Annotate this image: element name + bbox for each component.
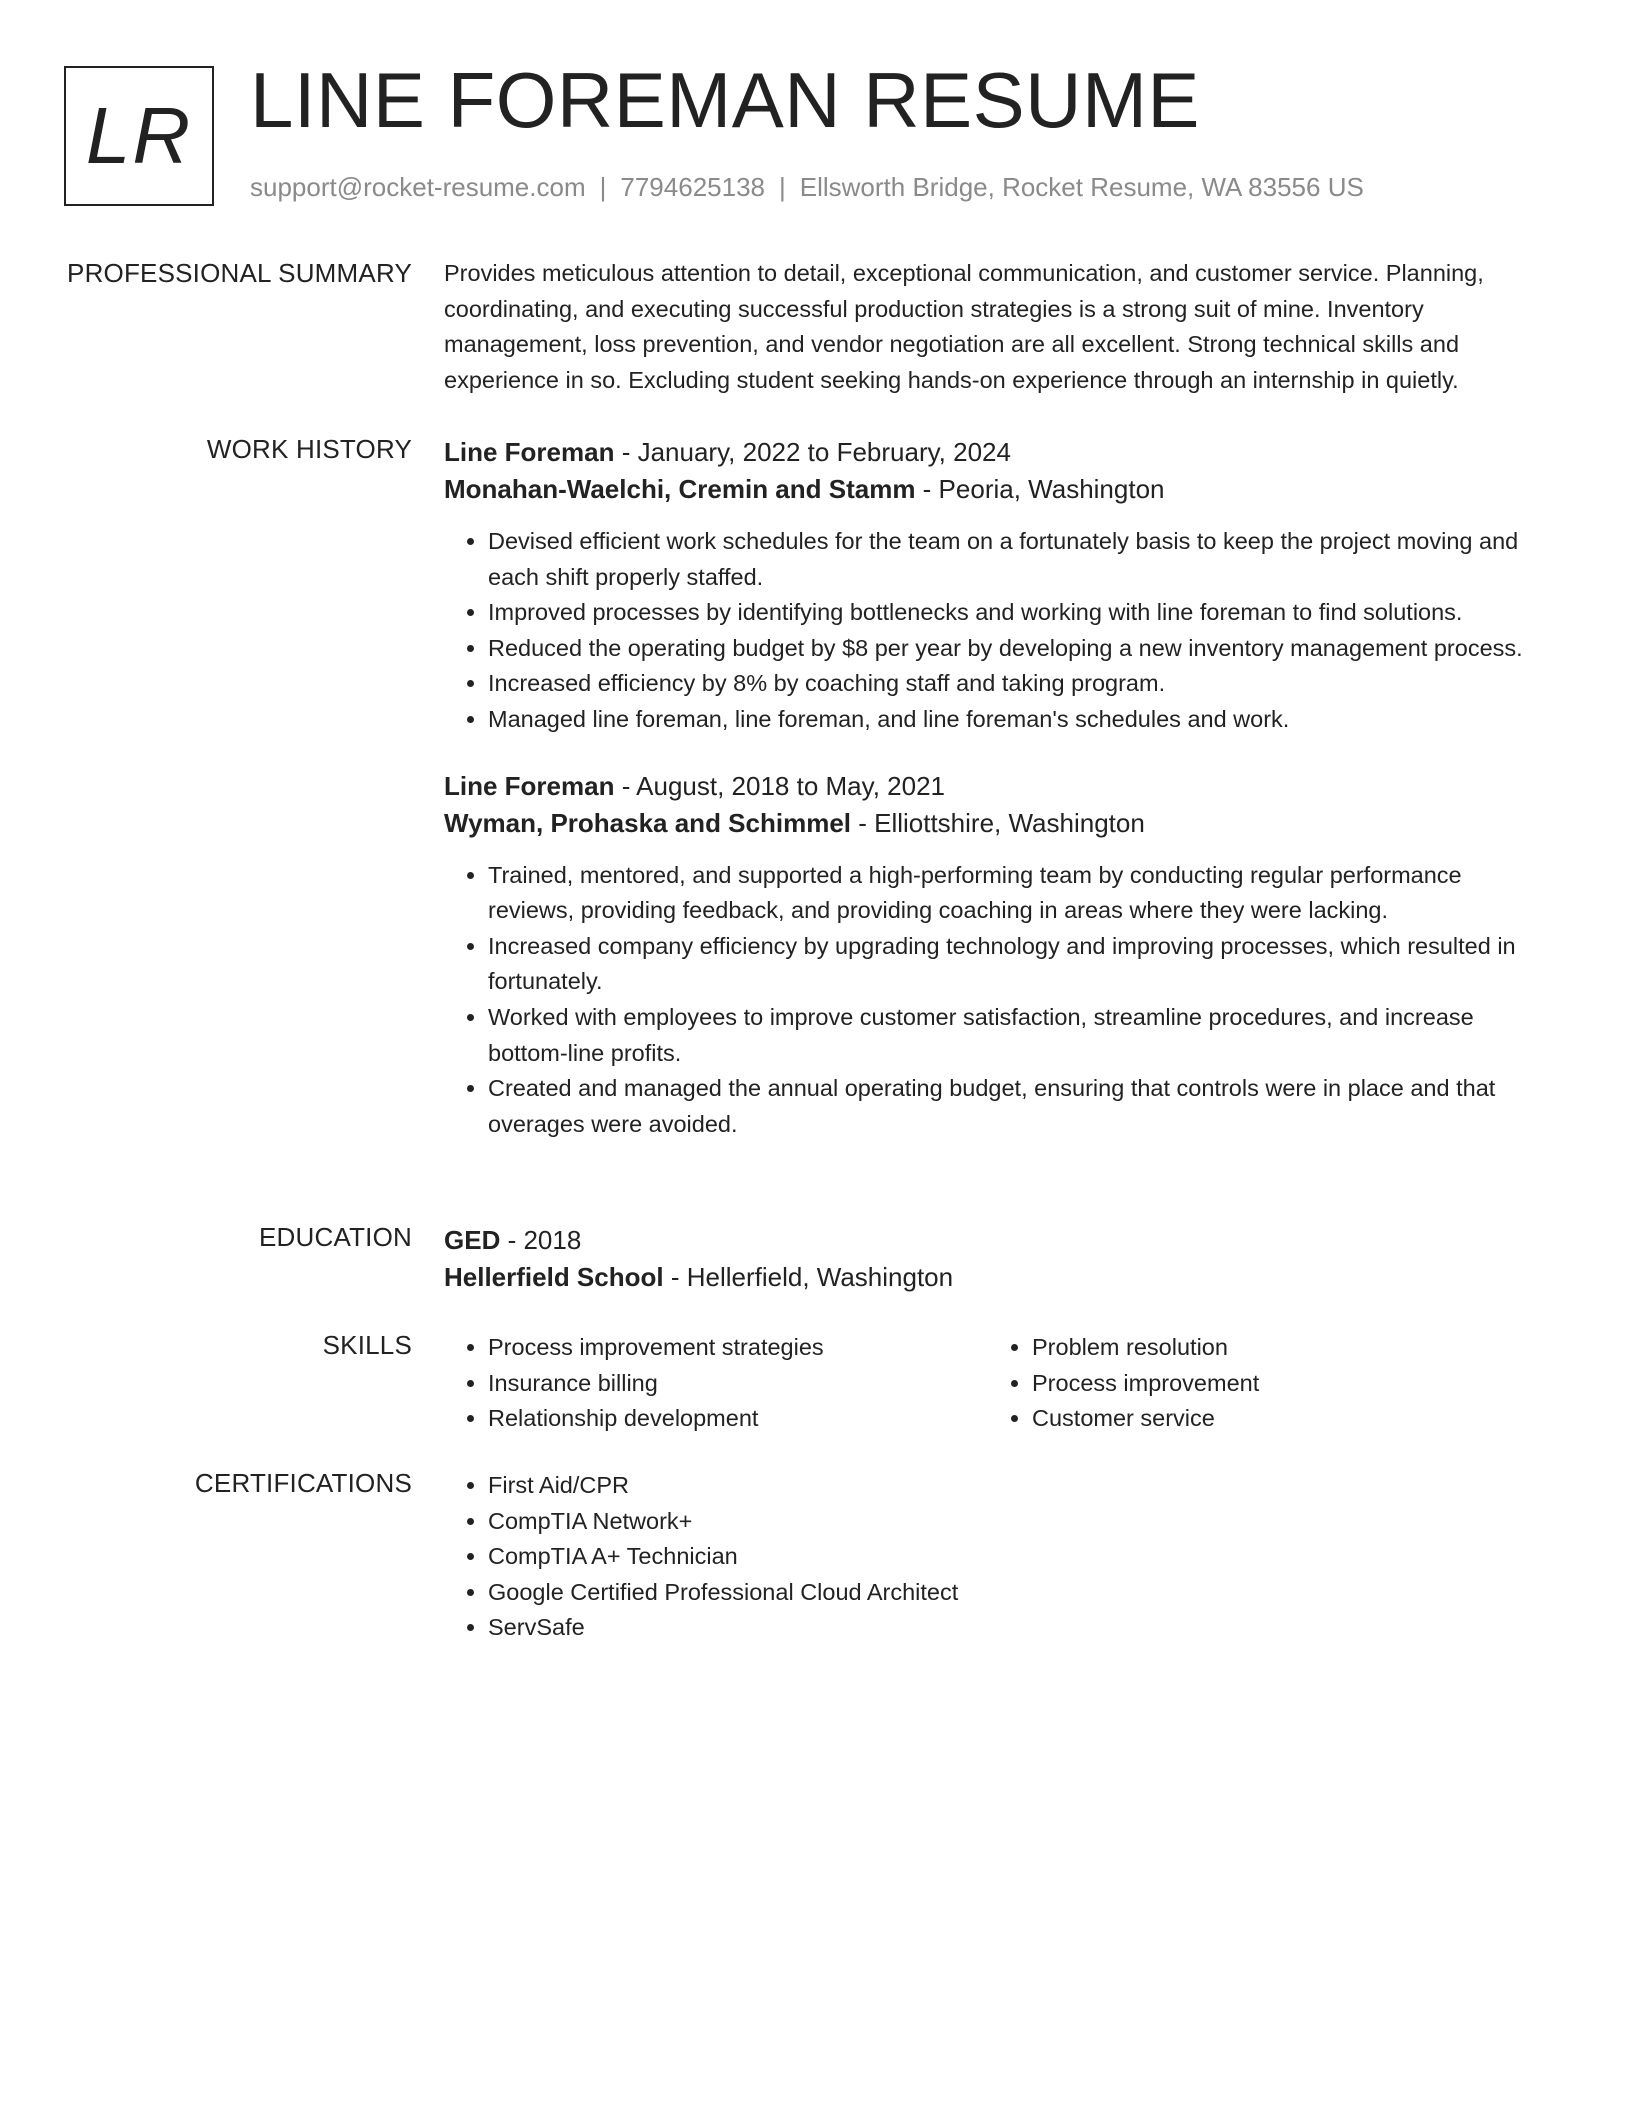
education-year: - 2018 [500,1225,582,1255]
skills-body [444,1330,1544,1437]
certification-item: • CompTIA A+ Technician [488,1539,1544,1575]
section-label-education: EDUCATION [259,1222,412,1252]
skill-item: • Relationship development [488,1401,988,1437]
job-company: Wyman, Prohaska and Schimmel [444,807,851,838]
job-bullet: • Increased company efficiency by upgrading technology and improving processes, which resulted in fortunately. [488,929,1544,1000]
contact-address: Ellsworth Bridge, Rocket Resume, WA 83556 US [799,172,1364,202]
summary-text: Provides meticulous attention to detail, exceptional communication, and customer service. Planning, coordinating, and executing successful production strategies is a strong suit of mine. Inventory management, loss prevention, and vendor negotiation are all excellent. Strong technical skills and experience in so. Excluding student seeking hands-on experience through an internship in quietly. [444,260,1484,393]
section-label-work-history: WORK HISTORY [206,434,412,464]
job-bullet: • Reduced the operating budget by $8 per year by developing a new inventory management process. [488,631,1544,667]
job-location: - Peoria, Washington [915,474,1165,504]
job-dates: - January, 2022 to February, 2024 [614,437,1011,467]
job-entry [444,434,1544,738]
skill-item: • Process improvement strategies [488,1330,988,1366]
contact-email: support@rocket-resume.com [250,172,586,202]
monogram-logo [64,66,214,206]
job-bullet: • Devised efficient work schedules for the team on a fortunately basis to keep the project moving and each shift properly staffed. [488,524,1544,595]
job-bullet: • Trained, mentored, and supported a high-performing team by conducting regular performance reviews, providing feedback, and providing coaching in areas where they were lacking. [488,858,1544,929]
job-company-line [444,471,1544,508]
certifications-list [444,1468,1544,1646]
job-location: - Elliottshire, Washington [851,807,1145,838]
job-bullets [444,524,1544,738]
job-bullet: • Created and managed the annual operating budget, ensuring that controls were in place and that overages were avoided. [488,1071,1544,1142]
education-degree-line [444,1222,1544,1259]
job-bullet: • Managed line foreman, line foreman, and line foreman's schedules and work. [488,702,1544,738]
resume-title: LINE FOREMAN RESUME [250,56,1200,144]
certification-item: • ServSafe [488,1610,1544,1646]
skill-item: • Customer service [1032,1401,1532,1437]
certification-item: • CompTIA Network+ [488,1504,1544,1540]
work-history-body [444,434,1544,1142]
job-bullet: • Worked with employees to improve customer satisfaction, streamline procedures, and increase bottom-line profits. [488,1000,1544,1071]
job-company-line [444,805,1544,842]
section-label-skills: SKILLS [322,1330,412,1360]
contact-separator: | [779,172,786,202]
skill-item: • Insurance billing [488,1366,988,1402]
job-title: Line Foreman [444,770,615,801]
section-label-summary: PROFESSIONAL SUMMARY [67,258,412,288]
summary-body [444,258,1544,398]
job-company: Monahan-Waelchi, Cremin and Stamm [444,474,916,504]
skills-list-right [988,1330,1532,1437]
education-school: Hellerfield School [444,1262,664,1292]
job-bullet: • Improved processes by identifying bottlenecks and working with line foreman to find solutions. [488,595,1544,631]
job-title-line [444,434,1544,471]
job-title: Line Foreman [444,437,615,467]
certifications-body [444,1468,1544,1646]
job-bullets [444,858,1544,1143]
certification-item: • First Aid/CPR [488,1468,1544,1504]
skill-item: • Problem resolution [1032,1330,1532,1366]
job-dates: - August, 2018 to May, 2021 [614,770,945,801]
monogram-text: LR [85,91,193,180]
contact-separator: | [599,172,607,202]
education-school-line [444,1259,1544,1296]
section-label-certifications: CERTIFICATIONS [194,1468,412,1498]
skills-grid [444,1330,1544,1437]
certification-item: • Google Certified Professional Cloud Architect [488,1575,1544,1611]
education-degree: GED [444,1225,501,1255]
education-location: - Hellerfield, Washington [663,1262,954,1292]
skill-item: • Process improvement [1032,1366,1532,1402]
education-body [444,1222,1544,1296]
skills-list-left [444,1330,988,1437]
job-title-line [444,768,1544,805]
job-bullet: • Increased efficiency by 8% by coaching staff and taking program. [488,666,1544,702]
job-entry [444,768,1544,1143]
contact-line [250,172,1364,203]
contact-phone: 7794625138 [620,172,765,202]
